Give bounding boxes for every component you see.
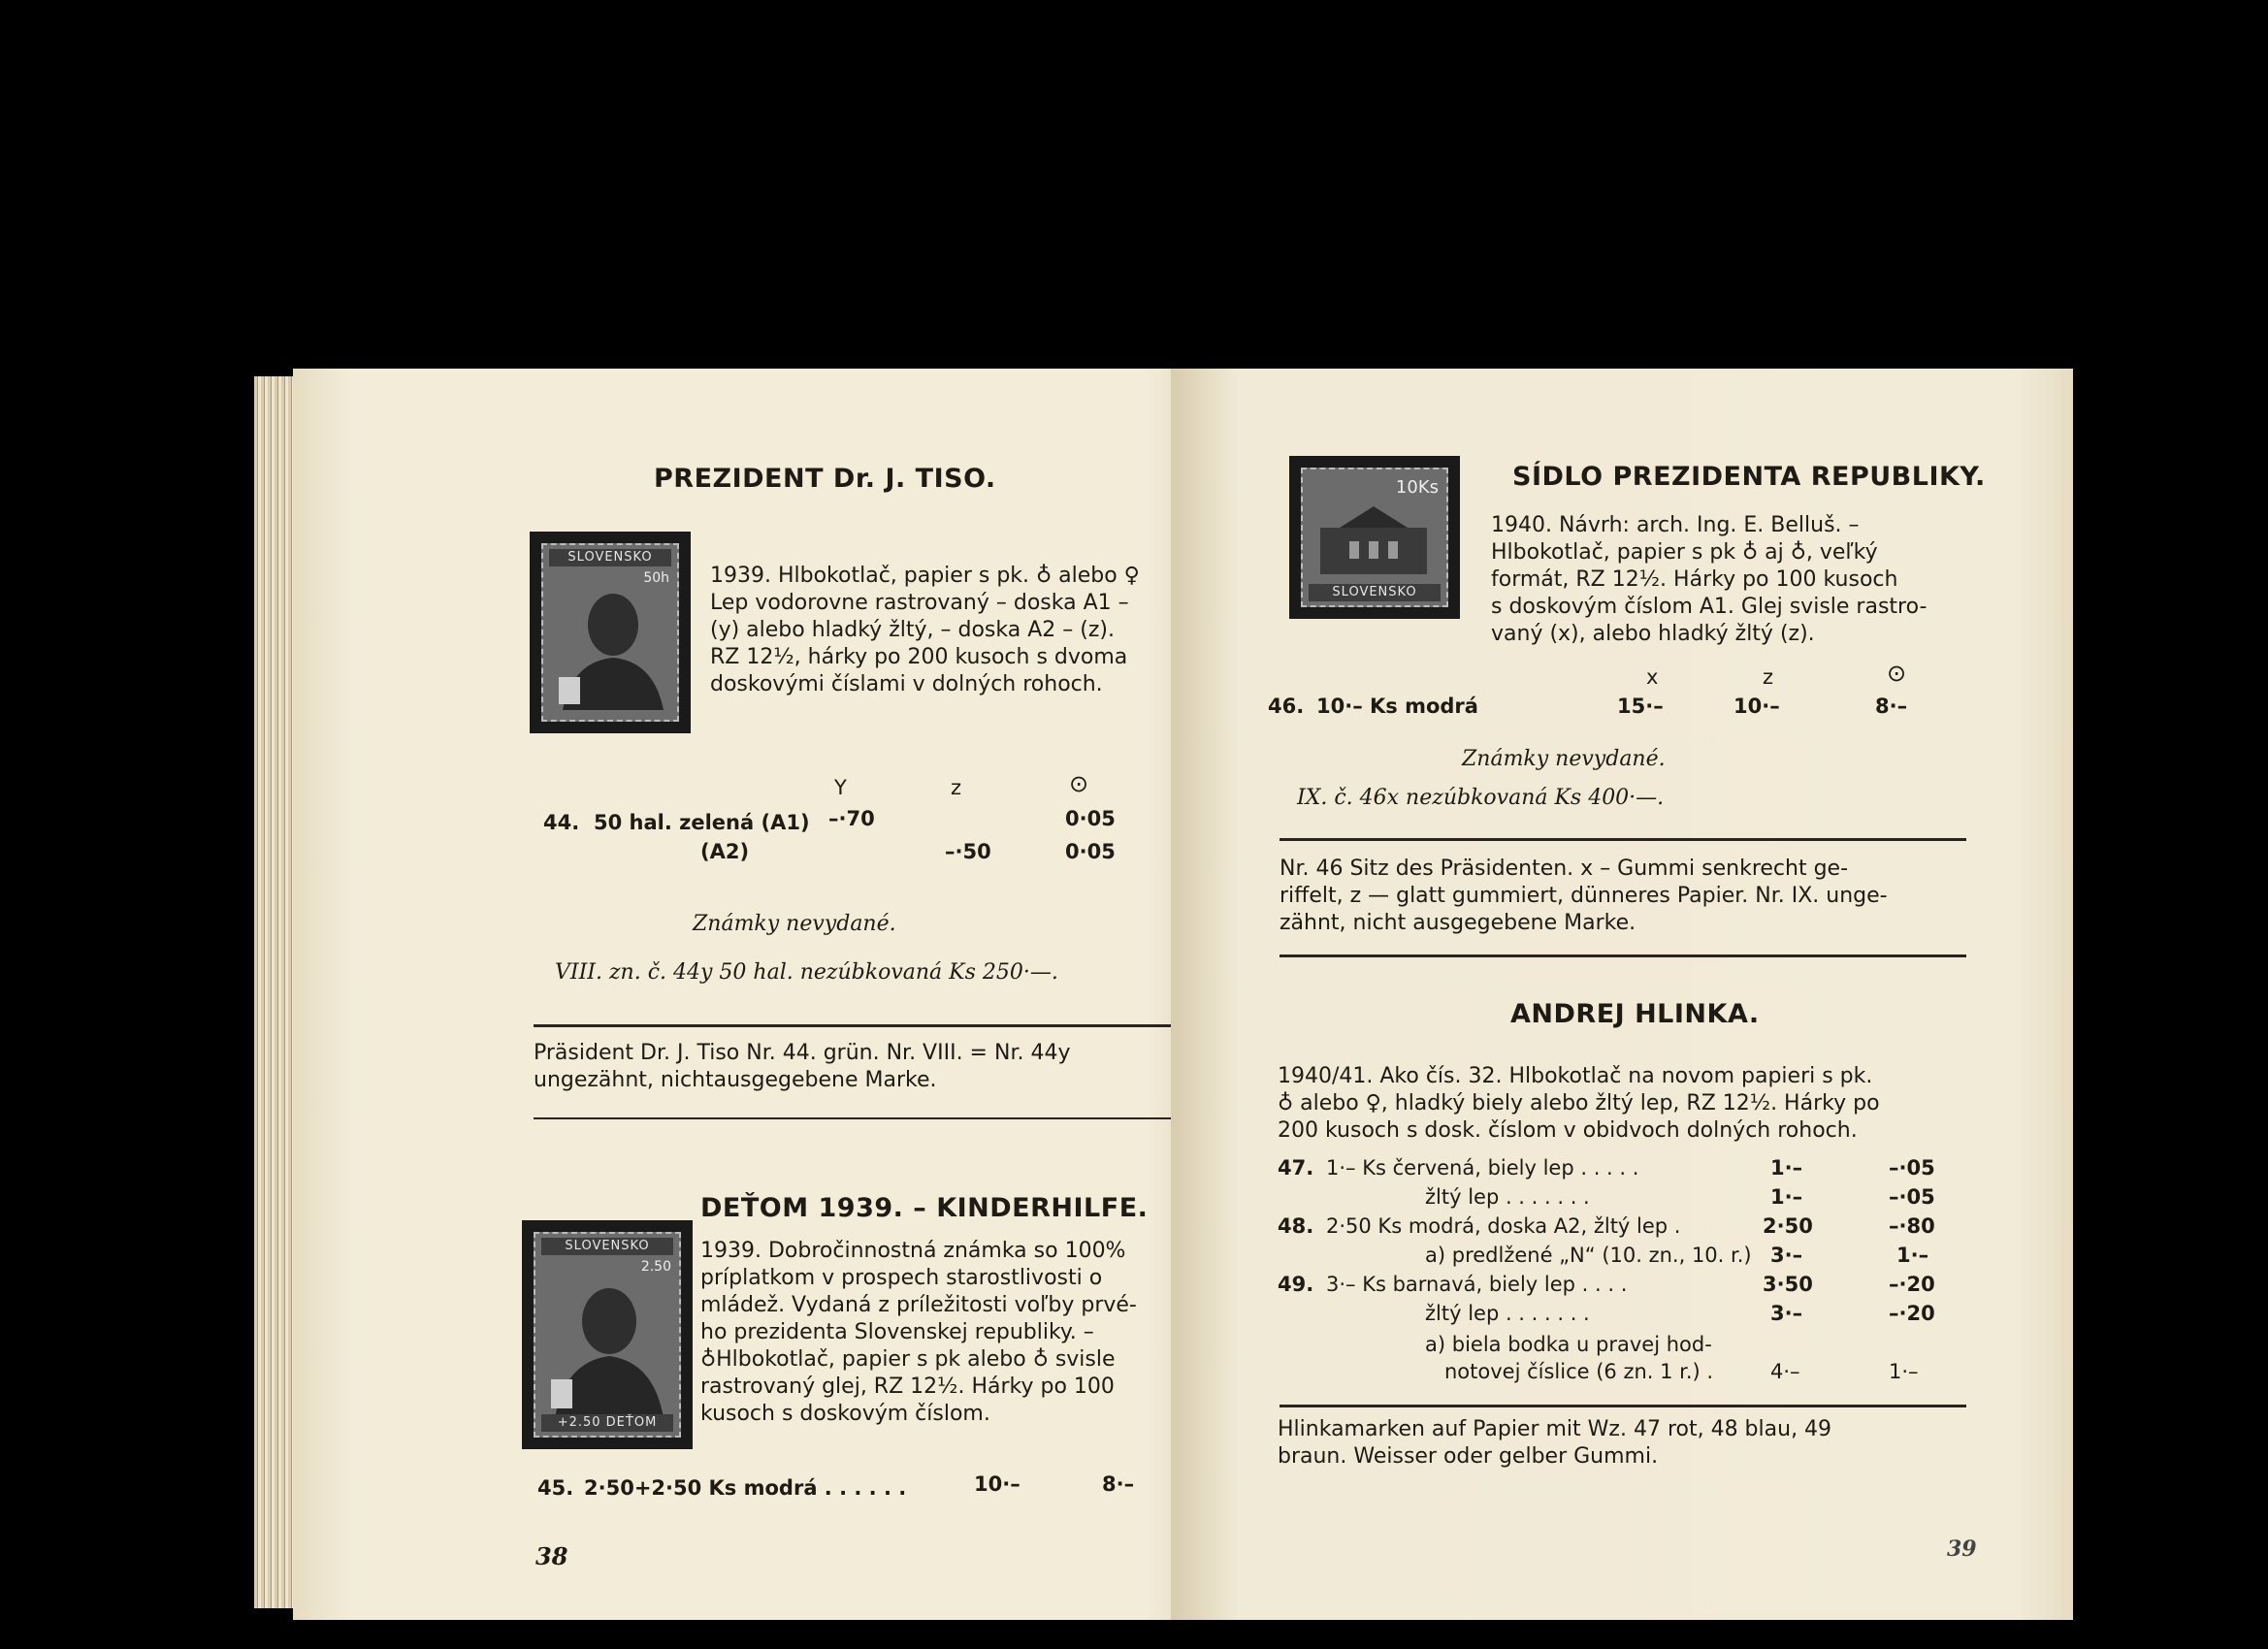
price-z: 10·–	[1733, 695, 1780, 718]
catalog-entry-name: žltý lep . . . . . . .	[1425, 1302, 1590, 1325]
stamp-value-label: 50h	[643, 570, 669, 586]
catalog-number: 44.	[543, 811, 580, 834]
catalog-entry-name: žltý lep . . . . . . .	[1425, 1185, 1590, 1209]
divider	[1280, 954, 1966, 957]
catalog-entry-name: 2·50+2·50 Ks modrá . . . . . .	[584, 1476, 907, 1500]
price-mint: 3·–	[1770, 1244, 1803, 1267]
text-line: Hlbokotlač, papier s pk ♁ aj ♁, veľký	[1491, 540, 1878, 565]
text-line: zähnt, nicht ausgegebene Marke.	[1280, 911, 1636, 935]
catalog-number: 48.	[1278, 1214, 1314, 1238]
text-line: rastrovaný glej, RZ 12½. Hárky po 100	[700, 1374, 1115, 1399]
text-line: ♁ alebo ♀, hladký biely alebo žltý lep, RZ 12½. Hárky po	[1278, 1091, 1880, 1116]
price-mint: 1·–	[1770, 1156, 1803, 1180]
page-number: 39	[1947, 1536, 1977, 1562]
open-catalog-book	[254, 369, 2078, 1620]
stamp-country-label: SLOVENSKO	[541, 1238, 673, 1255]
german-summary-hlinka	[1278, 1416, 1986, 1471]
column-header-y: Y	[834, 776, 847, 799]
description-hlinka	[1278, 1063, 1986, 1145]
text-line: príplatkom v prospech starostlivosti o	[700, 1266, 1103, 1290]
price-z: –·50	[945, 840, 991, 863]
price-used: –·20	[1889, 1273, 1935, 1296]
text-line: mládež. Vydaná z príležitosti voľby prvé-	[700, 1293, 1137, 1317]
price-used: 0·05	[1065, 840, 1116, 863]
catalog-entry-name: a) biela bodka u pravej hod-	[1425, 1333, 1712, 1356]
catalog-number: 47.	[1278, 1156, 1314, 1180]
text-line: kusoch s doskovým číslom.	[700, 1402, 990, 1426]
text-line: doskovými číslami v dolných rohoch.	[710, 672, 1103, 696]
price-mint: 4·–	[1770, 1360, 1800, 1383]
text-line: 200 kusoch s dosk. číslom v obidvoch dolných rohoch.	[1278, 1118, 1858, 1143]
column-header-used: ⊙	[1069, 770, 1089, 797]
price-used: –·80	[1889, 1214, 1935, 1238]
text-line: 1940. Návrh: arch. Ing. E. Belluš. –	[1491, 513, 1860, 537]
text-line: ho prezidenta Slovenskej republiky. –	[700, 1320, 1094, 1344]
catalog-number: 49.	[1278, 1273, 1314, 1296]
portrait-figure	[545, 1273, 671, 1418]
stamp-image-tiso-50h	[530, 532, 691, 733]
text-line: s doskovým číslom A1. Glej svisle rastro-	[1491, 595, 1928, 619]
catalog-entry-name: 50 hal. zelená (A1)	[594, 811, 810, 834]
price-mint: 3·50	[1763, 1273, 1813, 1296]
price-y: –·70	[828, 807, 875, 830]
german-summary-tiso	[534, 1040, 1213, 1094]
catalog-entry-name: 10·– Ks modrá	[1316, 695, 1478, 718]
catalog-entry-name: notovej číslice (6 zn. 1 r.) .	[1444, 1360, 1714, 1383]
catalog-entry-name: 2·50 Ks modrá, doska A2, žltý lep .	[1326, 1214, 1681, 1238]
text-line: RZ 12½, hárky po 200 kusoch s dvoma	[710, 645, 1128, 669]
stamp-value-label: 10Ks	[1395, 477, 1439, 498]
text-line: ungezähnt, nichtausgegebene Marke.	[534, 1068, 937, 1092]
section-title-detom: DEŤOM 1939. – KINDERHILFE.	[700, 1193, 1149, 1223]
unissued-heading: Známky nevydané.	[693, 912, 896, 936]
price-used: 1·–	[1896, 1244, 1929, 1267]
catalog-entry-name: a) predlžené „N“ (10. zn., 10. r.)	[1425, 1244, 1752, 1267]
price-used: –·05	[1889, 1156, 1935, 1180]
text-line: Hlinkamarken auf Papier mit Wz. 47 rot, 48 blau, 49	[1278, 1417, 1832, 1441]
section-title-tiso: PREZIDENT Dr. J. TISO.	[654, 464, 996, 494]
text-line: riffelt, z — glatt gummiert, dünneres Papier. Nr. IX. unge-	[1280, 884, 1888, 908]
description-detom	[700, 1238, 1224, 1428]
section-title-sidlo: SÍDLO PREZIDENTA REPUBLIKY.	[1512, 462, 1986, 492]
price-used: 1·–	[1889, 1360, 1919, 1383]
left-page	[293, 369, 1229, 1620]
unissued-entry: VIII. zn. č. 44y 50 hal. nezúbkovaná Ks 250·—.	[555, 960, 1058, 985]
german-summary-sidlo	[1280, 856, 1978, 937]
text-line: (y) alebo hladký žltý, – doska A2 – (z).	[710, 618, 1115, 642]
catalog-number: 46.	[1268, 695, 1305, 718]
column-header-x: x	[1646, 665, 1659, 689]
description-tiso	[710, 563, 1215, 698]
price-used: –·05	[1889, 1185, 1935, 1209]
price-x: 15·–	[1617, 695, 1664, 718]
divider	[1280, 838, 1966, 841]
stamp-country-label: SLOVENSKO	[549, 549, 671, 566]
unissued-heading: Známky nevydané.	[1462, 747, 1666, 771]
text-line: 1939. Hlbokotlač, papier s pk. ♁ alebo ♀	[710, 564, 1140, 588]
catalog-number: 45.	[537, 1476, 574, 1500]
divider	[534, 1117, 1213, 1119]
divider	[534, 1024, 1213, 1027]
catalog-entry-name: (A2)	[700, 840, 750, 863]
column-header-used: ⊙	[1887, 660, 1907, 687]
price-mint: 2·50	[1763, 1214, 1813, 1238]
price-used: 8·–	[1102, 1472, 1135, 1496]
description-sidlo	[1491, 512, 2015, 648]
catalog-entry-name: 3·– Ks barnavá, biely lep . . . .	[1326, 1273, 1628, 1296]
divider	[1280, 1405, 1966, 1407]
section-title-hlinka: ANDREJ HLINKA.	[1510, 999, 1760, 1029]
text-line: Präsident Dr. J. Tiso Nr. 44. grün. Nr. VIII. = Nr. 44y	[534, 1041, 1071, 1065]
text-line: vaný (x), alebo hladký žltý (z).	[1491, 622, 1815, 646]
price-mint: 3·–	[1770, 1302, 1803, 1325]
stamp-value-label: 2.50	[640, 1259, 671, 1275]
column-header-z: z	[951, 776, 962, 799]
stamp-image-sidlo-10ks	[1289, 456, 1460, 619]
text-line: formát, RZ 12½. Hárky po 100 kusoch	[1491, 567, 1898, 592]
text-line: ♁Hlbokotlač, papier s pk alebo ♁ svisle	[700, 1347, 1116, 1372]
text-line: Lep vodorovne rastrovaný – doska A1 –	[710, 591, 1129, 615]
price-used: 0·05	[1065, 807, 1116, 830]
column-header-z: z	[1763, 665, 1774, 689]
stamp-country-label: SLOVENSKO	[1309, 584, 1441, 601]
page-number: 38	[535, 1542, 568, 1570]
text-line: Nr. 46 Sitz des Präsidenten. x – Gummi senkrecht ge-	[1280, 857, 1849, 881]
stamp-image-detom-250	[522, 1220, 693, 1449]
price-used: –·20	[1889, 1302, 1935, 1325]
palace-building	[1311, 499, 1437, 576]
stamp-surcharge-label: +2.50 DEŤOM	[541, 1414, 673, 1432]
portrait-figure	[553, 584, 669, 710]
catalog-entry-name: 1·– Ks červená, biely lep . . . . .	[1326, 1156, 1639, 1180]
right-page	[1171, 369, 2073, 1620]
text-line: braun. Weisser oder gelber Gummi.	[1278, 1444, 1659, 1469]
text-line: 1939. Dobročinnostná známka so 100%	[700, 1239, 1126, 1263]
text-line: 1940/41. Ako čís. 32. Hlbokotlač na novom papieri s pk.	[1278, 1064, 1873, 1088]
price-mint: 10·–	[974, 1472, 1021, 1496]
unissued-entry: IX. č. 46x nezúbkovaná Ks 400·—.	[1297, 786, 1665, 810]
price-used: 8·–	[1875, 695, 1908, 718]
price-mint: 1·–	[1770, 1185, 1803, 1209]
